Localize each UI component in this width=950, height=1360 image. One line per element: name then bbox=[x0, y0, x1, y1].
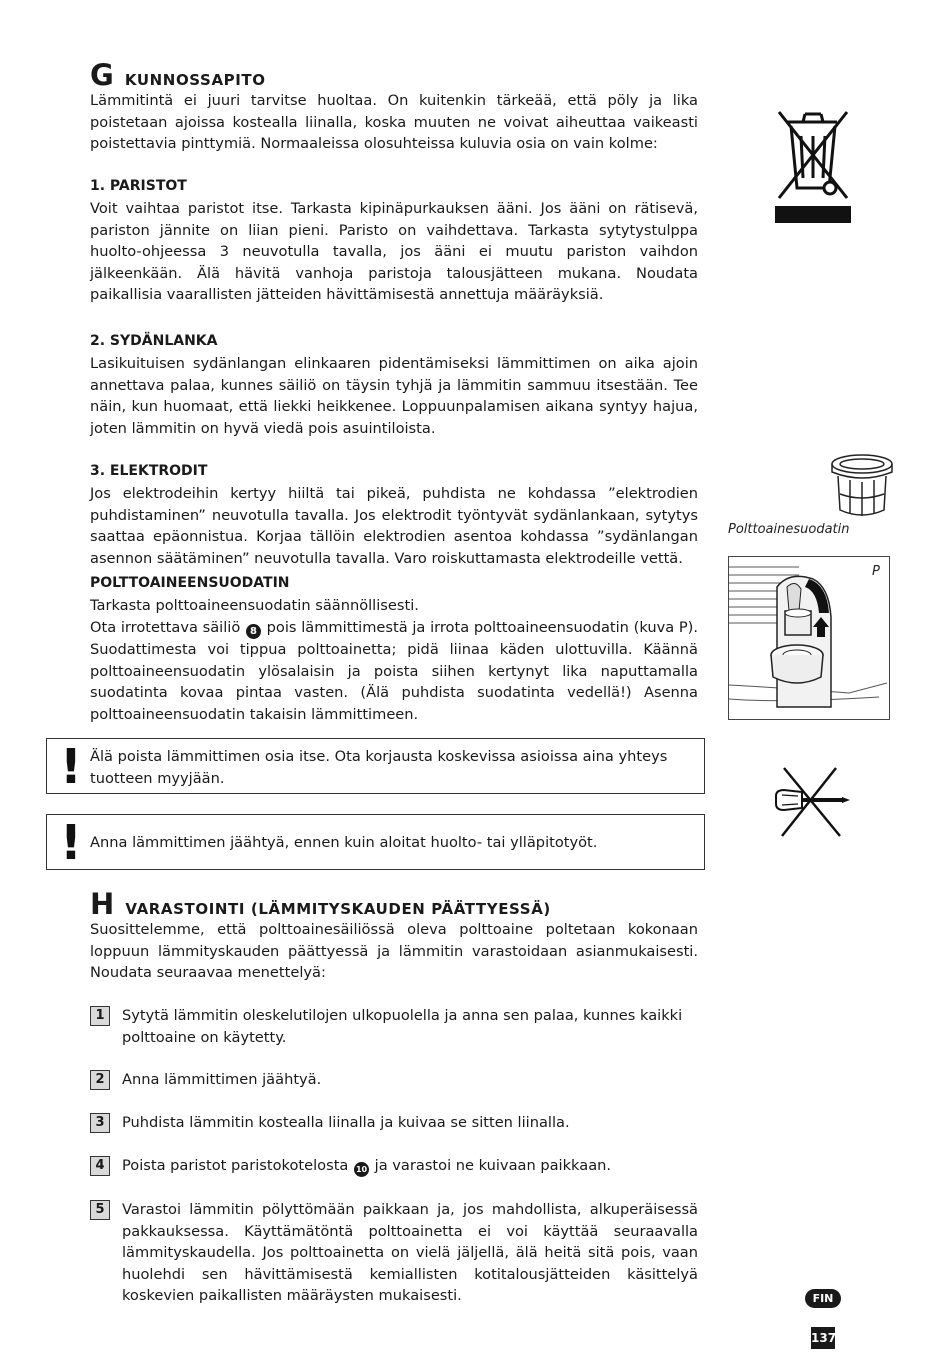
figure-label-p: P bbox=[872, 564, 880, 579]
step-text-4-pre: Poista paristot paristokotelosta bbox=[122, 1157, 349, 1174]
section-g-heading bbox=[90, 60, 266, 90]
filter-caption: Polttoainesuodatin bbox=[728, 522, 850, 537]
step-text-4 bbox=[122, 1155, 698, 1177]
step-text-4-post: ja varastoi ne kuivaan paikkaan. bbox=[374, 1157, 612, 1174]
step-text-5: Varastoi lämmitin pölyttömään paikkaan ja, jos mahdollista, alkuperäisessä pakkauksessa. Käyttämätöntä polttoainetta ei voi käyttää seuraavalla lämmityskaudella. Jos polttoainetta on vielä jäljellä, älä heitä sitä pois, vaan huolehdi sen hävittämisestä kemiallisten kotitalousjätteiden käsittelyä koskevien paikallisten määräysten mukaisesti. bbox=[122, 1201, 698, 1305]
fuel-filter-illustration bbox=[828, 452, 896, 524]
heater-filter-removal-illustration bbox=[728, 556, 890, 720]
warning-box-2 bbox=[46, 814, 705, 870]
section-title: VARASTOINTI (LÄMMITYSKAUDEN PÄÄTTYESSÄ) bbox=[125, 900, 551, 918]
exclamation-icon: ! bbox=[60, 815, 82, 871]
step-number-2: 2 bbox=[90, 1070, 110, 1090]
page-number: 137 bbox=[811, 1327, 835, 1349]
fuel-filter-text bbox=[90, 617, 698, 725]
wick-heading: 2. SYDÄNLANKA bbox=[90, 333, 218, 349]
section-letter: H bbox=[90, 887, 115, 921]
batteries-heading: 1. PARISTOT bbox=[90, 178, 187, 194]
fuel-filter-line1: Tarkasta polttoaineensuodatin säännöllisesti. bbox=[90, 597, 419, 614]
wick-text: Lasikuituisen sydänlangan elinkaaren pidentämiseksi lämmittimen on aika ajoin annettava palaa, kunnes säiliö on täysin tyhjä ja lämmitin sammuu itsestään. Tee näin, kun huomaat, että liekki heikkenee. Loppuunpalamisen aikana syntyy hajua, joten lämmitin on hyvä viedä pois asuintiloista. bbox=[90, 355, 698, 437]
step-number-5: 5 bbox=[90, 1200, 110, 1220]
fuel-filter-heading: POLTTOAINEENSUODATIN bbox=[90, 575, 290, 591]
crossed-out-wheelie-bin-icon bbox=[773, 106, 853, 226]
warning-text-1: Älä poista lämmittimen osia itse. Ota korjausta koskevissa asioissa aina yhteys tuotteen myyjään. bbox=[90, 748, 668, 787]
batteries-text: Voit vaihtaa paristot itse. Tarkasta kipinäpurkauksen ääni. Jos ääni on rätisevä, pariston jännite on liian pieni. Paristo on vaihdettava. Tarkasta sytytystulppa huolto-ohjeessa 3 neuvotulla tavalla, jos ääni ei muutu pariston vaihdon jälkeenkään. Älä hävitä vanhoja paristoja talousjätteen mukana. Noudata paikallisia vaarallisten jätteiden hävittämisestä annettuja määräyksiä. bbox=[90, 200, 698, 304]
electrodes-text: Jos elektrodeihin kertyy hiiltä tai pikeä, puhdista ne kohdassa ”elektrodien puhdistaminen” neuvotulla tavalla. Jos elektrodit työntyvät sydänlankaan, sytytys saattaa epäonnistua. Korjaa tällöin elektrodien asentoa kohdassa ”sydänlangan asennon säätäminen” neuvotulla tavalla. Varo roiskuttamasta elektrodeille vettä. bbox=[90, 485, 698, 567]
section-letter: G bbox=[90, 58, 114, 92]
reference-badge-10: 10 bbox=[354, 1162, 369, 1177]
no-screwdriver-icon bbox=[772, 764, 854, 840]
step-text-1: Sytytä lämmitin oleskelutilojen ulkopuolella ja anna sen palaa, kunnes kaikki polttoaine on käytetty. bbox=[122, 1007, 683, 1046]
warning-text-2: Anna lämmittimen jäähtyä, ennen kuin aloitat huolto- tai ylläpitotyöt. bbox=[90, 834, 598, 851]
fuel-filter-text-post: pois lämmittimestä ja irrota polttoaineensuodatin (kuva P). Suodattimesta voi tippua polttoainetta; pidä liinaa käden ulottuvilla. Käännä polttoaineensuodatin ylösalaisin ja poista siihen kertynyt lika naputtamalla suodatinta kovaa pintaa vasten. (Älä puhdista suodatinta vedellä!) Asenna polttoaineensuodatin takaisin lämmittimeen. bbox=[90, 619, 698, 723]
exclamation-icon: ! bbox=[60, 739, 82, 795]
section-title: KUNNOSSAPITO bbox=[124, 71, 266, 89]
electrodes-heading: 3. ELEKTRODIT bbox=[90, 463, 208, 479]
fuel-filter-text-pre: Ota irrotettava säiliö bbox=[90, 619, 241, 636]
step-number-4: 4 bbox=[90, 1156, 110, 1176]
language-badge: FIN bbox=[805, 1289, 841, 1308]
storage-intro: Suosittelemme, että polttoainesäiliössä oleva polttoaine poltetaan kokonaan loppuun lämmityskauden päättyessä ja lämmitin varastoidaan asianmukaisesti. Noudata seuraavaa menettelyä: bbox=[90, 921, 698, 982]
warning-box-1 bbox=[46, 738, 705, 794]
step-number-1: 1 bbox=[90, 1006, 110, 1026]
step-text-3: Puhdista lämmitin kostealla liinalla ja kuivaa se sitten liinalla. bbox=[122, 1114, 570, 1131]
section-h-heading bbox=[90, 889, 551, 919]
reference-badge-8: 8 bbox=[246, 624, 261, 639]
step-text-2: Anna lämmittimen jäähtyä. bbox=[122, 1071, 322, 1088]
step-number-3: 3 bbox=[90, 1113, 110, 1133]
maintenance-intro: Lämmitintä ei juuri tarvitse huoltaa. On kuitenkin tärkeää, että pöly ja lika poistetaan ajoissa kostealla liinalla, koska muuten ne voivat aiheuttaa vaikeasti poistettavia pinttymiä. Normaaleissa olosuhteissa kuluvia osia on vain kolme: bbox=[90, 92, 698, 153]
